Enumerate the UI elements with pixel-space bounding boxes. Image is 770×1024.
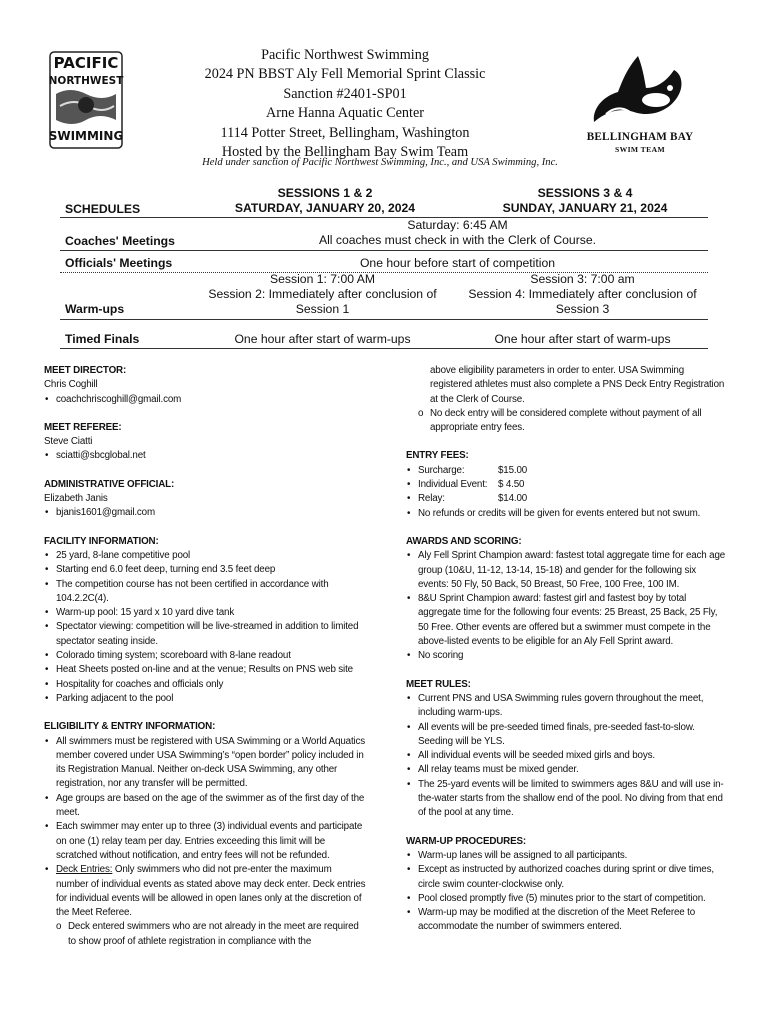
deck-entries-text: Only swimmers who did not pre-enter the maximum number of individual events as stated above may deck enter. Deck entries for individual events will be allowed in open lanes only at the discretion of the Meet Referee. — [56, 864, 366, 919]
warmup-session-3: Session 3: 7:00 am — [530, 272, 635, 286]
sessions-3-4-title: SESSIONS 3 & 4 — [537, 186, 633, 200]
meet-rules-heading: MEET RULES: — [406, 678, 471, 690]
list-item: • Warm-up may be modified at the discretion of the Meet Referee to accommodate the number of swimmers entered. — [406, 906, 726, 935]
title-line: Arne Hanna Aquatic Center — [266, 105, 424, 122]
schedules-label: SCHEDULES — [65, 202, 141, 216]
list-item: • Warm-up lanes will be assigned to all participants. — [406, 849, 726, 863]
list-item: • All events will be pre-seeded timed finals, pre-seeded fast-to-slow. Seeding will be YLS. — [406, 721, 726, 750]
title-line: Hosted by the Bellingham Bay Swim Team — [221, 144, 469, 161]
warmup-session-4: Session 4: Immediately after conclusion of — [468, 287, 697, 301]
sessions-1-2-title: SESSIONS 1 & 2 — [277, 186, 373, 200]
fee-row: • Individual Event: $ 4.50 — [406, 478, 726, 492]
meet-referee-heading: MEET REFEREE: — [44, 421, 122, 433]
awards-heading: AWARDS AND SCORING: — [406, 535, 522, 547]
entry-fees-list — [406, 464, 726, 521]
list-item: • Heat Sheets posted on-line and at the venue; Results on PNS web site — [44, 663, 366, 677]
swim-team-subtitle: SWIM TEAM — [614, 145, 666, 154]
list-item: • Parking adjacent to the pool — [44, 692, 366, 706]
eligibility-continued — [406, 364, 726, 435]
right-column — [406, 364, 726, 935]
list-item: • Each swimmer may enter up to three (3) individual events and participate on one (1) relay team per day. Entries exceeding this limit will be scratched without notification, and entry fees will not be refunded. — [44, 820, 366, 863]
awards-list — [406, 549, 726, 663]
sanction-note: Held under sanction of Pacific Northwest Swimming, Inc., and USA Swimming, Inc. — [202, 157, 558, 168]
title-line: Sanction #2401-SP01 — [283, 85, 407, 102]
meet-director-name: Chris Coghill — [44, 379, 98, 391]
svg-text:SWIMMING: SWIMMING — [48, 129, 124, 143]
list-subitem: o Deck entered swimmers who are not already in the meet are required to show proof of athlete registration in compliance with the — [44, 920, 366, 949]
table-divider — [60, 348, 708, 349]
meet-rules-list — [406, 692, 726, 821]
warmups-label: Warm-ups — [65, 302, 125, 316]
timed-finals-sun: One hour after start of warm-ups — [494, 332, 671, 346]
title-line: 1114 Potter Street, Bellingham, Washington — [220, 124, 470, 141]
warmup-session-4-cont: Session 3 — [555, 302, 610, 316]
timed-finals-sat: One hour after start of warm-ups — [234, 332, 411, 346]
list-item: • The competition course has not been certified in accordance with 104.2.2C(4). — [44, 578, 366, 607]
list-item: • All individual events will be seeded mixed girls and boys. — [406, 749, 726, 763]
list-item: • Aly Fell Sprint Champion award: fastest total aggregate time for each age group (10&U, 11-12, 13-14, 15-18) and gender for the following six events: 50 Fly, 50 Back, 50 Breast, 50 Free, 100 Free, 100 IM. — [406, 549, 726, 592]
list-subitem: o No deck entry will be considered complete without payment of all appropriate entry fees. — [406, 407, 726, 436]
eligibility-list — [44, 735, 366, 949]
fee-row: • Relay: $14.00 — [406, 492, 726, 506]
deck-entries-label: Deck Entries: — [56, 864, 113, 876]
list-item: • Current PNS and USA Swimming rules govern throughout the meet, including warm-ups. — [406, 692, 726, 721]
meet-referee-email[interactable]: • sciatti@sbcglobal.net — [44, 449, 366, 463]
title-line: 2024 PN BBST Aly Fell Memorial Sprint Classic — [204, 66, 486, 83]
list-item — [44, 863, 366, 920]
coaches-meetings-label: Coaches' Meetings — [65, 234, 175, 248]
officials-meetings-time: One hour before start of competition — [359, 256, 556, 270]
warmup-procedures-list — [406, 849, 726, 935]
title-line: Pacific Northwest Swimming — [261, 47, 429, 63]
warmup-session-2-cont: Session 1 — [295, 302, 350, 316]
svg-text:NORTHWEST: NORTHWEST — [48, 75, 124, 87]
timed-finals-label: Timed Finals — [65, 332, 140, 346]
officials-meetings-label: Officials' Meetings — [65, 256, 173, 270]
meet-referee-name: Steve Ciatti — [44, 436, 93, 448]
meet-director-heading: MEET DIRECTOR: — [44, 365, 127, 376]
list-item: • 8&U Sprint Champion award: fastest girl and fastest boy by total aggregate time for the following four events: 25 Breast, 25 Back, 25 Fly, 50 Free. Other events are offered but a swimmer must compete in the above-listed events to be eligible for an Aly Fell Sprint award. — [406, 592, 726, 649]
meet-director-email[interactable]: • coachchriscoghill@gmail.com — [44, 393, 366, 407]
list-item: • Warm-up pool: 15 yard x 10 yard dive tank — [44, 606, 366, 620]
warmup-session-1: Session 1: 7:00 AM — [269, 272, 375, 286]
warmup-procedures-heading: WARM-UP PROCEDURES: — [406, 835, 526, 847]
list-item: • Age groups are based on the age of the swimmer as of the first day of the meet. — [44, 792, 366, 821]
sessions-1-2-date: SATURDAY, JANUARY 20, 2024 — [234, 201, 416, 215]
warmup-session-2: Session 2: Immediately after conclusion of — [208, 287, 437, 301]
list-item: • The 25-yard events will be limited to swimmers ages 8&U and will use in-the-water starts from the shallow end of the pool. No diving from that end of the pool at any time. — [406, 778, 726, 821]
list-item: • Colorado timing system; scoreboard with 8-lane readout — [44, 649, 366, 663]
coaches-meetings-time: Saturday: 6:45 AM — [407, 218, 508, 232]
sessions-3-4-date: SUNDAY, JANUARY 21, 2024 — [502, 201, 668, 215]
svg-text:PACIFIC: PACIFIC — [53, 54, 119, 72]
list-item: • No scoring — [406, 649, 726, 663]
list-item: • Hospitality for coaches and officials only — [44, 678, 366, 692]
list-item: • All swimmers must be registered with USA Swimming or a World Aquatics member covered under USA Swimming’s “open border” policy included in its Registration Manual. Neither on-deck USA Swimming, any other registration, nor any transfer will be permitted. — [44, 735, 366, 792]
list-item: • Except as instructed by authorized coaches during sprint or dive times, circle swim counter-clockwise only. — [406, 863, 726, 892]
list-subitem-continued: o above eligibility parameters in order to enter. USA Swimming registered athletes must also complete a PNS Deck Entry Registration at the Clerk of Course. — [406, 364, 726, 407]
facility-list — [44, 549, 366, 706]
entry-fees-heading: ENTRY FEES: — [406, 450, 469, 462]
left-column — [44, 364, 366, 949]
table-divider — [60, 319, 708, 320]
list-item: • All relay teams must be mixed gender. — [406, 763, 726, 777]
facility-heading: FACILITY INFORMATION: — [44, 535, 159, 547]
list-item: • Starting end 6.0 feet deep, turning end 3.5 feet deep — [44, 563, 366, 577]
swim-team-name: BELLINGHAM BAY — [586, 131, 694, 143]
list-item: • Pool closed promptly five (5) minutes prior to the start of competition. — [406, 892, 726, 906]
fee-row: • Surcharge: $15.00 — [406, 464, 726, 478]
fee-note: • No refunds or credits will be given for events entered but not swum. — [406, 507, 726, 521]
admin-official-email[interactable]: • bjanis1601@gmail.com — [44, 506, 366, 520]
coaches-meetings-note: All coaches must check in with the Clerk of Course. — [318, 233, 597, 247]
eligibility-heading: ELIGIBILITY & ENTRY INFORMATION: — [44, 721, 216, 733]
admin-official-heading: ADMINISTRATIVE OFFICIAL: — [44, 478, 175, 490]
table-divider — [60, 250, 708, 251]
admin-official-name: Elizabeth Janis — [44, 493, 108, 505]
list-item: • Spectator viewing: competition will be live-streamed in addition to limited spectator seating inside. — [44, 620, 366, 649]
list-item: • 25 yard, 8-lane competitive pool — [44, 549, 366, 563]
schedule-table — [0, 0, 770, 350]
